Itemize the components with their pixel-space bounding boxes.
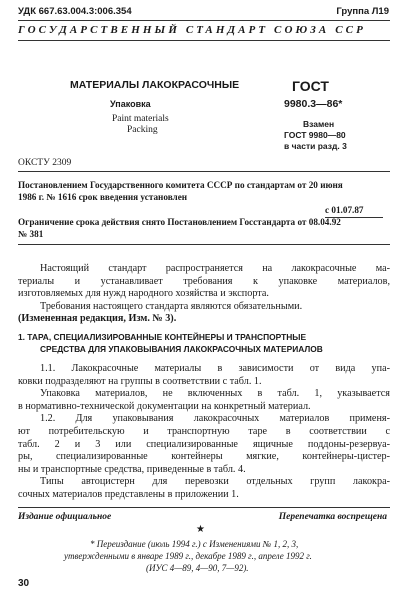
document-subtitle: Упаковка — [110, 99, 151, 109]
restriction-line-1: Ограничение срока действия снято Постановлением Госстандарта от 08.04.92 — [18, 217, 341, 227]
body-line: Типы автоцистерн для перевозки отдельных групп лакокра- — [40, 476, 390, 488]
body-line: 1.1. Лакокрасочные материалы в зависимости от вида упа- — [40, 363, 390, 374]
body-line: ют потребительскую и транспортную таре в соответствии с — [18, 425, 390, 437]
group-code: Группа Л19 — [336, 6, 389, 17]
intro-line: Настоящий стандарт распространяется на лакокрасочные ма- — [40, 263, 390, 274]
body-line: табл. 2 и 3 или специализированные ящичные поддоны-резервуа- — [18, 438, 390, 450]
intro-amendment: (Измененная редакция, Изм. № 3). — [18, 313, 177, 325]
star-mark: ★ — [196, 524, 205, 535]
decree-line-2: 1986 г. № 1616 срок введения установлен — [18, 192, 188, 202]
gost-label: ГОСТ — [292, 78, 329, 94]
okstu-rule — [18, 171, 390, 172]
replaces-part: в части разд. 3 — [284, 141, 347, 151]
page-number: 30 — [18, 578, 30, 589]
decree-line-1: Постановлением Государственного комитета СССР по стандартам от 20 июня — [18, 180, 343, 190]
reissue-note-line-1: * Переиздание (июль 1994 г.) с Изменениями № 1, 2, 3, — [90, 539, 299, 549]
body-line: сочных материалов представлены в приложении 1. — [18, 488, 239, 500]
body-line: ры, специализированные контейнеры мягкие, контейнеры-цистер- — [18, 451, 390, 463]
intro-line: изготовляемых для нужд народного хозяйства и экспорта. — [18, 288, 269, 300]
official-edition: Издание официальное — [18, 512, 112, 522]
section-1-heading-line-1: 1. ТАРА, СПЕЦИАЛИЗИРОВАННЫЕ КОНТЕЙНЕРЫ И ТРАНСПОРТНЫЕ — [18, 332, 307, 342]
restriction-line-2: № 381 — [18, 229, 44, 239]
body-line: ны и транспортные средства, приведенные в табл. 4. — [18, 463, 246, 475]
header-rule-top — [18, 20, 390, 21]
reprint-prohibited: Перепечатка воспрещена — [278, 512, 387, 522]
footer-rule — [18, 507, 390, 508]
gost-number: 9980.3—86* — [284, 98, 343, 110]
intro-line: териалы и устанавливает требования к упаковке материалов, — [18, 275, 390, 287]
restriction-rule — [18, 244, 390, 245]
state-standard-banner: ГОСУДАРСТВЕННЫЙ СТАНДАРТ СОЮЗА ССР — [18, 24, 366, 36]
body-line: 1.2. Для упаковывания лакокрасочных материалов применя- — [40, 413, 390, 425]
body-line: ковки подразделяют на группы в соответствии с табл. 1. — [18, 375, 262, 387]
replaces-label: Взамен — [303, 119, 335, 129]
replaces-gost: ГОСТ 9980—80 — [284, 130, 346, 140]
section-1-heading-line-2: СРЕДСТВА ДЛЯ УПАКОВЫВАНИЯ ЛАКОКРАСОЧНЫХ МАТЕРИАЛОВ — [40, 344, 323, 354]
body-line: в нормативно-технической документации на конкретный материал. — [18, 400, 311, 412]
okstu-code: ОКСТУ 2309 — [18, 158, 72, 168]
reissue-note-line-3: (ИУС 4—89, 4—90, 7—92). — [146, 563, 249, 573]
decree-effective-date: с 01.07.87 — [325, 205, 364, 215]
intro-line: Требования настоящего стандарта являются обязательными. — [40, 300, 303, 312]
document-title: МАТЕРИАЛЫ ЛАКОКРАСОЧНЫЕ — [70, 79, 240, 91]
reissue-note-line-2: утвержденными в январе 1989 г., декабре 1989 г., апреле 1992 г. — [64, 551, 312, 561]
intro-paragraph — [18, 263, 390, 326]
udk-code: УДК 667.63.004.3:006.354 — [18, 6, 132, 17]
body-line: Упаковка материалов, не включенных в табл. 1, указывается — [40, 388, 390, 400]
title-english-1: Paint materials — [112, 114, 169, 124]
section-1-body — [18, 363, 390, 502]
header-rule-bottom — [18, 40, 390, 41]
title-english-2: Packing — [127, 125, 158, 135]
